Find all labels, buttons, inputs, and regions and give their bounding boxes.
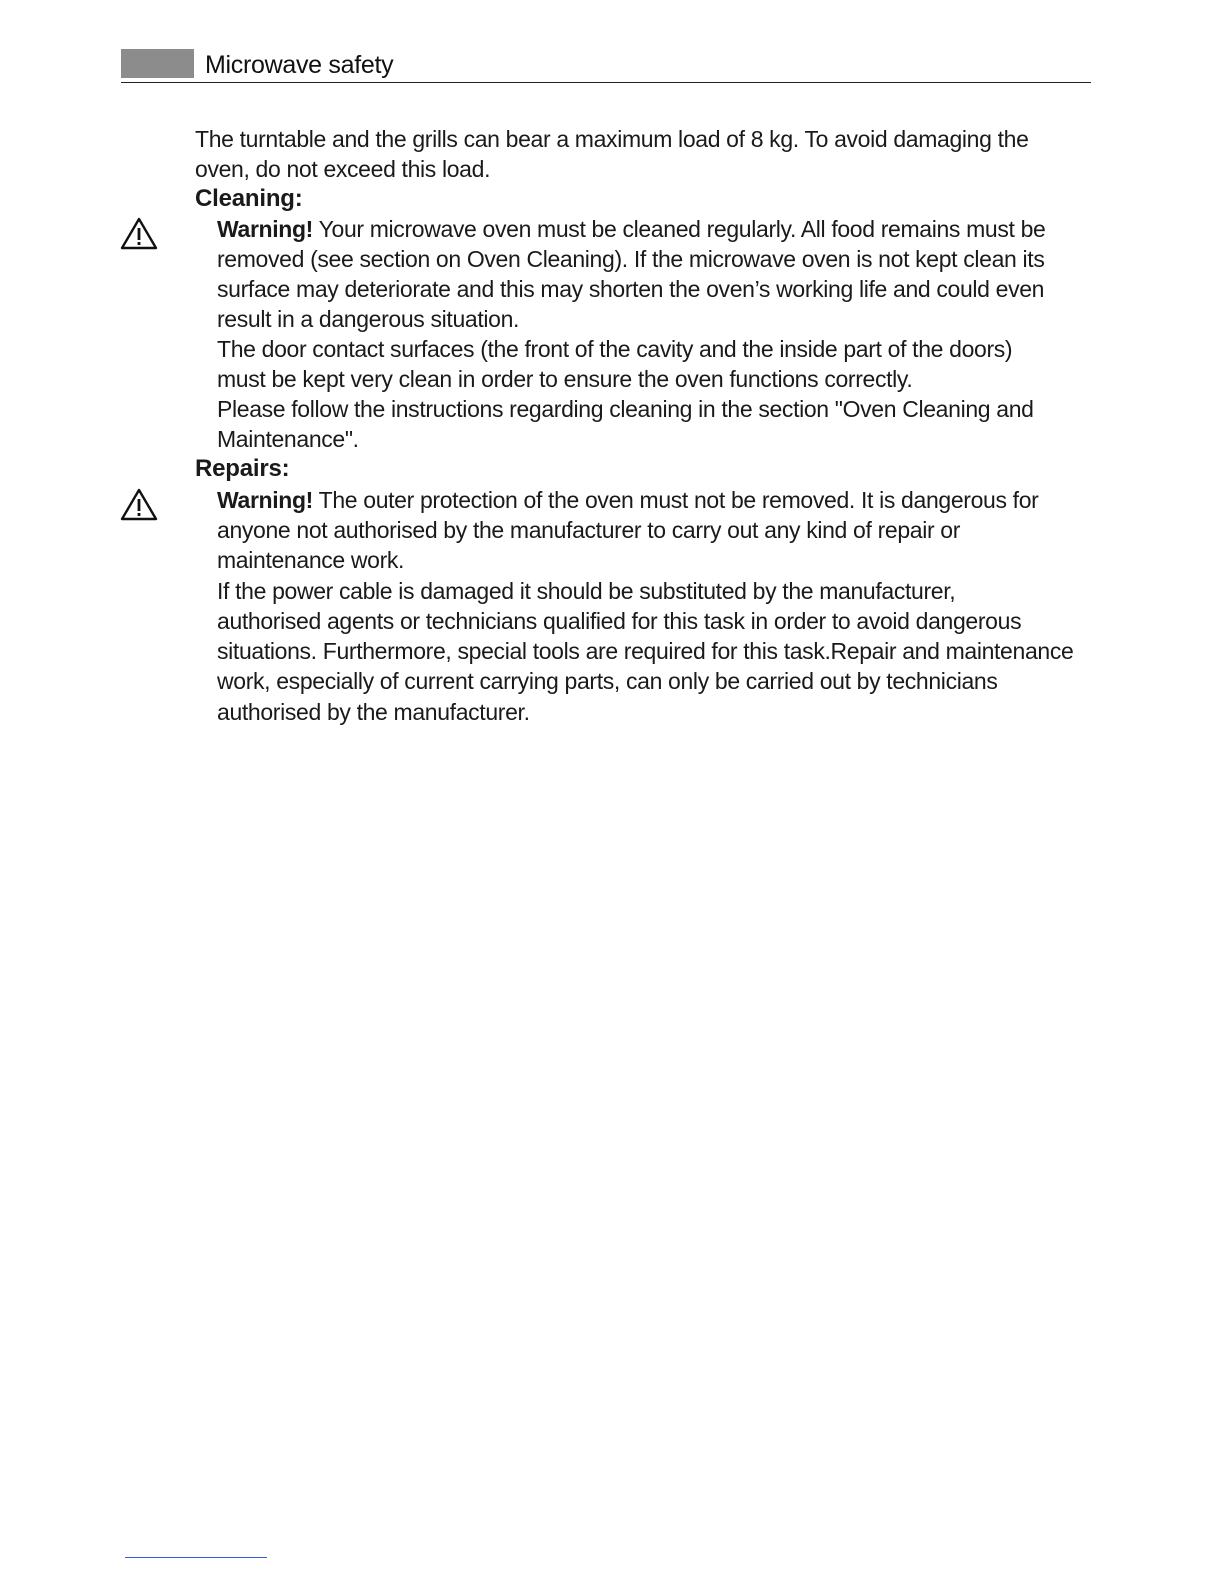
cleaning-line: Maintenance".: [217, 426, 359, 452]
cleaning-line: surface may deteriorate and this may shorten the oven’s working life and could even: [217, 276, 1045, 302]
cleaning-line: must be kept very clean in order to ensure the oven functions correctly.: [217, 366, 913, 392]
cleaning-text: Your microwave oven must be cleaned regularly. All food remains must be: [318, 216, 1046, 242]
repairs-warning-line: [217, 485, 1038, 515]
warning-label: Warning!: [217, 487, 313, 513]
repairs-line: situations. Furthermore, special tools are required for this task.Repair and maintenance: [217, 638, 1074, 664]
repairs-line: authorised by the manufacturer.: [217, 699, 530, 725]
warning-label: Warning!: [217, 216, 313, 242]
intro-line: The turntable and the grills can bear a maximum load of 8 kg. To avoid damaging the: [195, 126, 1029, 152]
cleaning-heading: Cleaning:: [195, 185, 303, 212]
footer-link-underline: [125, 1557, 267, 1558]
repairs-line: If the power cable is damaged it should be substituted by the manufacturer,: [217, 578, 956, 604]
repairs-line: authorised agents or technicians qualified for this task in order to avoid dangerous: [217, 608, 1022, 634]
repairs-text: The outer protection of the oven must not be removed. It is dangerous for: [318, 487, 1039, 513]
intro-line: oven, do not exceed this load.: [195, 156, 491, 182]
warning-icon: [120, 488, 158, 522]
cleaning-line: removed (see section on Oven Cleaning). If the microwave oven is not kept clean its: [217, 246, 1045, 272]
cleaning-line: The door contact surfaces (the front of the cavity and the inside part of the doors): [217, 336, 1013, 362]
repairs-heading: Repairs:: [195, 455, 290, 482]
warning-icon: [120, 217, 158, 251]
cleaning-line: Please follow the instructions regarding cleaning in the section "Oven Cleaning and: [217, 396, 1034, 422]
repairs-line: anyone not authorised by the manufacturer to carry out any kind of repair or: [217, 517, 961, 543]
page-title: Microwave safety: [205, 51, 394, 79]
repairs-line: work, especially of current carrying parts, can only be carried out by technicians: [217, 668, 998, 694]
cleaning-warning-line: [217, 214, 1046, 244]
header-tab: [121, 49, 194, 78]
repairs-line: maintenance work.: [217, 547, 405, 573]
header-divider: [121, 82, 1091, 83]
cleaning-line: result in a dangerous situation.: [217, 306, 520, 332]
